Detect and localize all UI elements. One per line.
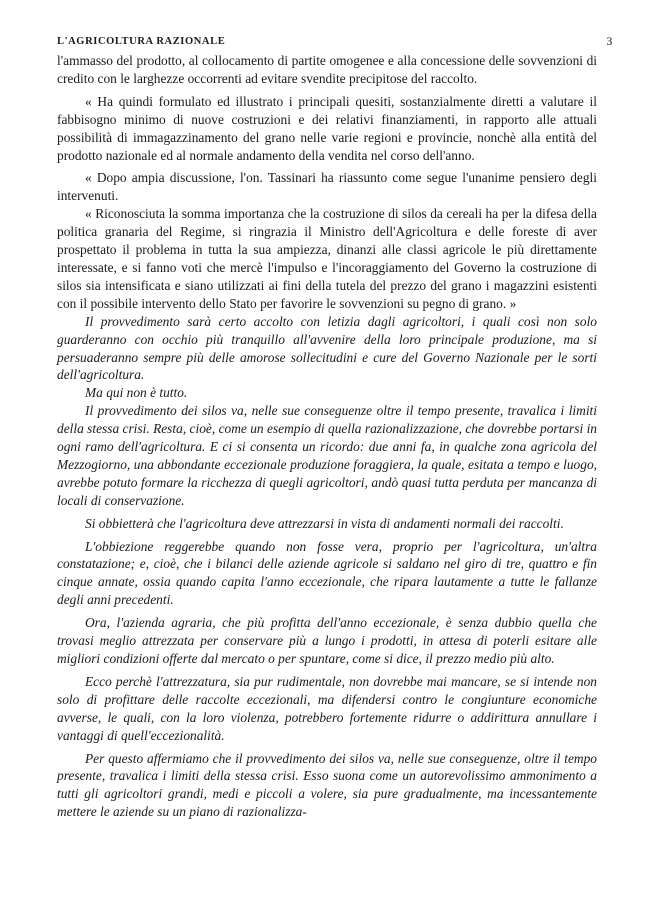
paragraph-11: Ecco perchè l'attrezzatura, sia pur rudimentale, non dovrebbe mai mancare, se si intende non solo di profittare delle raccolte eccezionali, ma difendersi contro le congiunture economiche avverse, le quali, con la loro violenza, potrebbero fortemente ridurre o addirittura annullare i vantaggi di quell'eccezionalità.	[57, 673, 597, 743]
paragraph-2: « Ha quindi formulato ed illustrato i principali quesiti, sostanzialmente diretti a valutare il fabbisogno minimo di nuove costruzioni e dei relativi finanziamenti, in rapporto alle attuali possibilità di immagazzinamento del grano nelle varie regioni e provincie, nonchè alla entità del prodotto nazionale ed al normale andamento della vendita nel corso dell'anno.	[57, 93, 597, 163]
paragraph-12: Per questo affermiamo che il provvedimento dei silos va, nelle sue conseguenze, oltre il tempo presente, travalica i limiti della stessa crisi. Esso suona come un autorevolissimo ammonimento a tutti gli agricoltori grandi, medi e piccoli a volere, sia pure gradualmente, ma incessantemente mettere le aziende su un piano di razionalizza-	[57, 750, 597, 820]
paragraph-1: l'ammasso del prodotto, al collocamento di partite omogenee e alla concessione delle sovvenzioni di credito con le larghezze occorrenti ad evitare svendite precipitose del raccolto.	[57, 53, 597, 86]
body-text	[57, 52, 597, 821]
paragraph-5: Il provvedimento sarà certo accolto con letizia dagli agricoltori, i quali così non solo guarderanno con occhio più tranquillo all'avvenire della loro principale produzione, ma si persuaderanno sempre più delle amorose sollecitudini e cure del Governo Nazionale per le sorti dell'agricoltura.	[57, 313, 597, 383]
page-header	[57, 34, 613, 52]
running-title: L'AGRICOLTURA RAZIONALE	[57, 36, 226, 47]
page-number: 3	[606, 34, 613, 48]
paragraph-10: Ora, l'azienda agraria, che più profitta dell'anno eccezionale, è senza dubbio quella che trovasi meglio attrezzata per conservare più a lungo i prodotti, in attesa di poterli esitare alle migliori condizioni offerte dal mercato o per spuntare, come si dice, il prezzo medio più alto.	[57, 615, 597, 666]
paragraph-7: Il provvedimento dei silos va, nelle sue conseguenze oltre il tempo presente, travalica i limiti della stessa crisi. Resta, cioè, come un esempio di quella razionalizzazione, che dovrebbe portarsi in ogni ramo dell'agricoltura. E ci si consenta un ricordo: due anni fa, in qualche zona agricola del Mezzogiorno, una abbondante eccezionale produzione foraggiera, la quale, esitata a tempo e luogo, avrebbe potuto formare la ricchezza di quegli agricoltori, andò quasi tutta perduta per mancanza di locali di conservazione.	[57, 403, 597, 508]
paragraph-3: « Dopo ampia discussione, l'on. Tassinari ha riassunto come segue l'unanime pensiero degli intervenuti.	[57, 170, 597, 204]
paragraph-8: Si obbietterà che l'agricoltura deve attrezzarsi in vista di andamenti normali dei raccolti.	[85, 515, 564, 531]
paragraph-4: « Riconosciuta la somma importanza che la costruzione di silos da cereali ha per la difesa della politica granaria del Regime, si ringrazia il Ministro dell'Agricoltura e delle foreste di aver prospettato il problema in tutta la sua ampiezza, dinanzi alle classi agricole le più direttamente interessate, e si fanno voti che mercè l'impulso e l'incoraggiamento del Governo la costruzione di silos sia intensificata e siano utilizzati ai fini della tutela del prezzo del grano i magazzini esistenti con il possibile intervento dello Stato per favorire le sovvenzioni su pegno di grano. »	[57, 206, 597, 311]
document-page	[57, 34, 613, 821]
paragraph-6: Ma qui non è tutto.	[85, 385, 188, 401]
paragraph-9: L'obbiezione reggerebbe quando non fosse vera, proprio per l'agricoltura, un'altra constatazione; e, cioè, che i bilanci delle aziende agricole si saldano nel giro di tre, quattro e fin cinque annate, ossia quando capita l'anno eccezionale, che ripara lautamente a tutte le fallanze degli anni precedenti.	[57, 538, 597, 608]
